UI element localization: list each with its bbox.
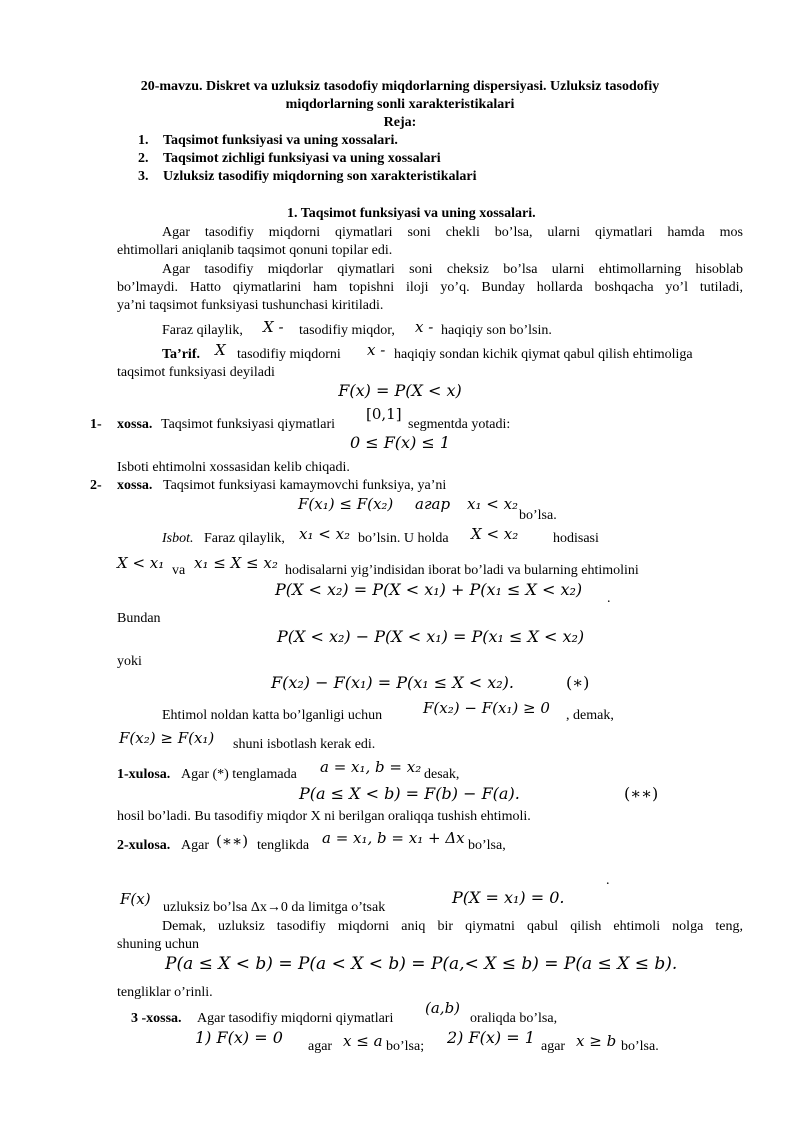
property-3-case-2-math: x ≥ b [576, 1032, 617, 1050]
paragraph-2-line-2: bo’lmaydi. Hatto qiymatlarini ham topishni iloji yo’q. Bunday hollarda boshqacha yo’l tutiladi, [117, 280, 743, 295]
proof-bundan: Bundan [117, 611, 161, 626]
corollary-2-label: 2-xulosa. [117, 838, 171, 853]
plan-item-1: Taqsimot funksiyasi va uning xossalari. [163, 133, 398, 148]
property-3-interval: (a,b) [425, 999, 461, 1017]
faraz-math-X: X - [263, 318, 284, 336]
plan-item-2: Taqsimot zichligi funksiyasi va uning xossalari [163, 151, 441, 166]
title-line-1: 20-mavzu. Diskret va uzluksiz tasodofiy miqdorlarning dispersiyasi. Uzluksiz tasodofiy [140, 79, 660, 94]
faraz-text-c: haqiqiy son bo’lsin. [441, 323, 552, 338]
corollary-2-text-d: uzluksiz bo’lsa Δx→0 da limitga o’tsak [163, 900, 386, 915]
plan-item-3-number: 3. [138, 169, 149, 184]
property-1-proof: Isboti ehtimolni xossasidan kelib chiqadi. [117, 460, 350, 475]
plan-item-1-number: 1. [138, 133, 149, 148]
property-1-number: 1- [90, 417, 102, 432]
property-2-text: Taqsimot funksiyasi kamaymovchi funksiya, ya’ni [163, 478, 447, 493]
plan-item-2-number: 2. [138, 151, 149, 166]
property-3-label: 3 -xossa. [131, 1011, 182, 1026]
property-3-case-1-tail: bo’lsa; [386, 1039, 425, 1054]
corollary-2-text-c: bo’lsa, [468, 838, 506, 853]
proof-text-b: bo’lsin. U holda [358, 531, 449, 546]
property-3-case-2: 2) F(x) = 1 [447, 1028, 535, 1047]
proof-text-e1: Ehtimol noldan katta bo’lganligi uchun [162, 708, 383, 723]
property-2-number: 2- [90, 478, 102, 493]
property-3-case-1-agar: agar [308, 1039, 333, 1054]
faraz-text-a: Faraz qilaylik, [162, 323, 243, 338]
proof-formula-1-dot: . [607, 591, 611, 606]
corollary-2-text-a: Agar [181, 838, 209, 853]
conclusion-formula: P(a ≤ X < b) = P(a < X < b) = P(a,< X ≤ b) = P(a ≤ X ≤ b). [165, 954, 678, 974]
property-3-case-2-agar: agar [541, 1039, 566, 1054]
proof-text-e2: , demak, [566, 708, 614, 723]
proof-text-e3: shuni isbotlash kerak edi. [233, 737, 376, 752]
property-3-text-b: oraliqda bo’lsa, [470, 1011, 558, 1026]
faraz-text-b: tasodifiy miqdor, [299, 323, 395, 338]
corollary-2-math: a = x₁, b = x₁ + Δx [322, 829, 465, 847]
corollary-2-text-b: tenglikda [257, 838, 310, 853]
faraz-math-x: x - [415, 318, 434, 336]
definition-text-b: haqiqiy sondan kichik qiymat qabul qilish ehtimoliga [394, 347, 693, 362]
proof-label: Isbot. [162, 531, 194, 546]
definition-formula: F(x) = P(X < x) [338, 381, 462, 400]
property-3-case-1-math: x ≤ a [343, 1032, 383, 1050]
section-1-heading: 1. Taqsimot funksiyasi va uning xossalari. [287, 206, 536, 221]
proof-formula-2: P(X < x₂) − P(X < x₁) = P(x₁ ≤ X < x₂) [277, 627, 585, 646]
property-3-text-a: Agar tasodifiy miqdorni qiymatlari [197, 1011, 394, 1026]
proof-math-2: X < x₂ [471, 525, 519, 543]
proof-va: va [172, 563, 186, 578]
property-1-segment: [0,1] [366, 405, 402, 423]
paragraph-1-line-2: ehtimollari aniqlanib taqsimot qonuni topilar edi. [117, 243, 393, 258]
proof-math-3: X < x₁ [117, 554, 165, 572]
proof-math-4: x₁ ≤ X ≤ x₂ [194, 554, 278, 572]
property-1-text-b: segmentda yotadi: [408, 417, 511, 432]
property-2-formula-a: F(x₁) ≤ F(x₂) [298, 495, 394, 513]
property-2-agar: агар [415, 495, 451, 513]
proof-math-6: F(x₂) ≥ F(x₁) [119, 729, 215, 747]
corollary-1-label: 1-xulosa. [117, 767, 171, 782]
proof-star-tag: (∗) [566, 673, 590, 692]
proof-text-d: hodisalarni yig’indisidan iborat bo’ladi va bularning ehtimolini [285, 563, 639, 578]
plan-item-3: Uzluksiz tasodifiy miqdorning son xarakteristikalari [163, 169, 477, 184]
property-3-case-1: 1) F(x) = 0 [195, 1028, 283, 1047]
corollary-1-text-a: Agar (*) tenglamada [181, 767, 297, 782]
proof-text-c: hodisasi [553, 531, 599, 546]
title-line-2: miqdorlarning sonli xarakteristikalari [285, 97, 515, 112]
proof-formula-1: P(X < x₂) = P(X < x₁) + P(x₁ ≤ X < x₂) [275, 580, 583, 599]
paragraph-2-line-3: ya’ni taqsimot funksiyasi tushunchasi kiritiladi. [117, 298, 384, 313]
proof-yoki: yoki [117, 654, 142, 669]
definition-label: Ta’rif. [162, 347, 200, 362]
definition-line-2: taqsimot funksiyasi deyiladi [117, 365, 275, 380]
definition-math-X: X [215, 341, 226, 359]
corollary-1-tail: hosil bo’ladi. Bu tasodifiy miqdor X ni berilgan oraliqqa tushish ehtimoli. [117, 809, 531, 824]
property-2-label: xossa. [117, 478, 153, 493]
proof-math-5: F(x₂) − F(x₁) ≥ 0 [423, 699, 550, 717]
paragraph-1-line-1: Agar tasodifiy miqdorni qiymatlari soni chekli bo’lsa, ularni qiymatlari hamda mos [162, 225, 743, 240]
plan-heading: Reja: [383, 115, 417, 130]
corollary-1-formula: P(a ≤ X < b) = F(b) − F(a). [299, 784, 520, 803]
definition-text-a: tasodifiy miqdorni [237, 347, 341, 362]
conclusion-line-1: Demak, uzluksiz tasodifiy miqdorni aniq bir qiymatni qabul qilish ehtimoli nolga teng, [162, 919, 743, 934]
conclusion-line-3: tengliklar o’rinli. [117, 985, 213, 1000]
property-3-case-2-tail: bo’lsa. [621, 1039, 659, 1054]
definition-math-x: x - [367, 341, 386, 359]
property-2-formula-b: x₁ < x₂ [467, 495, 519, 513]
corollary-2-math-2: F(x) [120, 890, 151, 908]
corollary-2-dot: . [606, 873, 610, 888]
proof-formula-3: F(x₂) − F(x₁) = P(x₁ ≤ X < x₂). [271, 673, 514, 692]
property-1-formula: 0 ≤ F(x) ≤ 1 [349, 433, 451, 452]
property-1-text-a: Taqsimot funksiyasi qiymatlari [161, 417, 335, 432]
property-2-tail: bo’lsa. [519, 508, 557, 523]
proof-text-a: Faraz qilaylik, [204, 531, 285, 546]
conclusion-line-2: shuning uchun [117, 937, 200, 952]
corollary-1-tag: (∗∗) [624, 784, 659, 803]
proof-math-1: x₁ < x₂ [299, 525, 351, 543]
corollary-2-tag: (∗∗) [216, 832, 249, 850]
corollary-2-result: P(X = x₁) = 0. [452, 888, 565, 907]
corollary-1-math: a = x₁, b = x₂ [320, 758, 422, 776]
corollary-1-text-b: desak, [424, 767, 460, 782]
paragraph-2-line-1: Agar tasodifiy miqdorlar qiymatlari soni cheksiz bo’lsa ularni ehtimollarning hisoblab [162, 262, 743, 277]
property-1-label: xossa. [117, 417, 153, 432]
